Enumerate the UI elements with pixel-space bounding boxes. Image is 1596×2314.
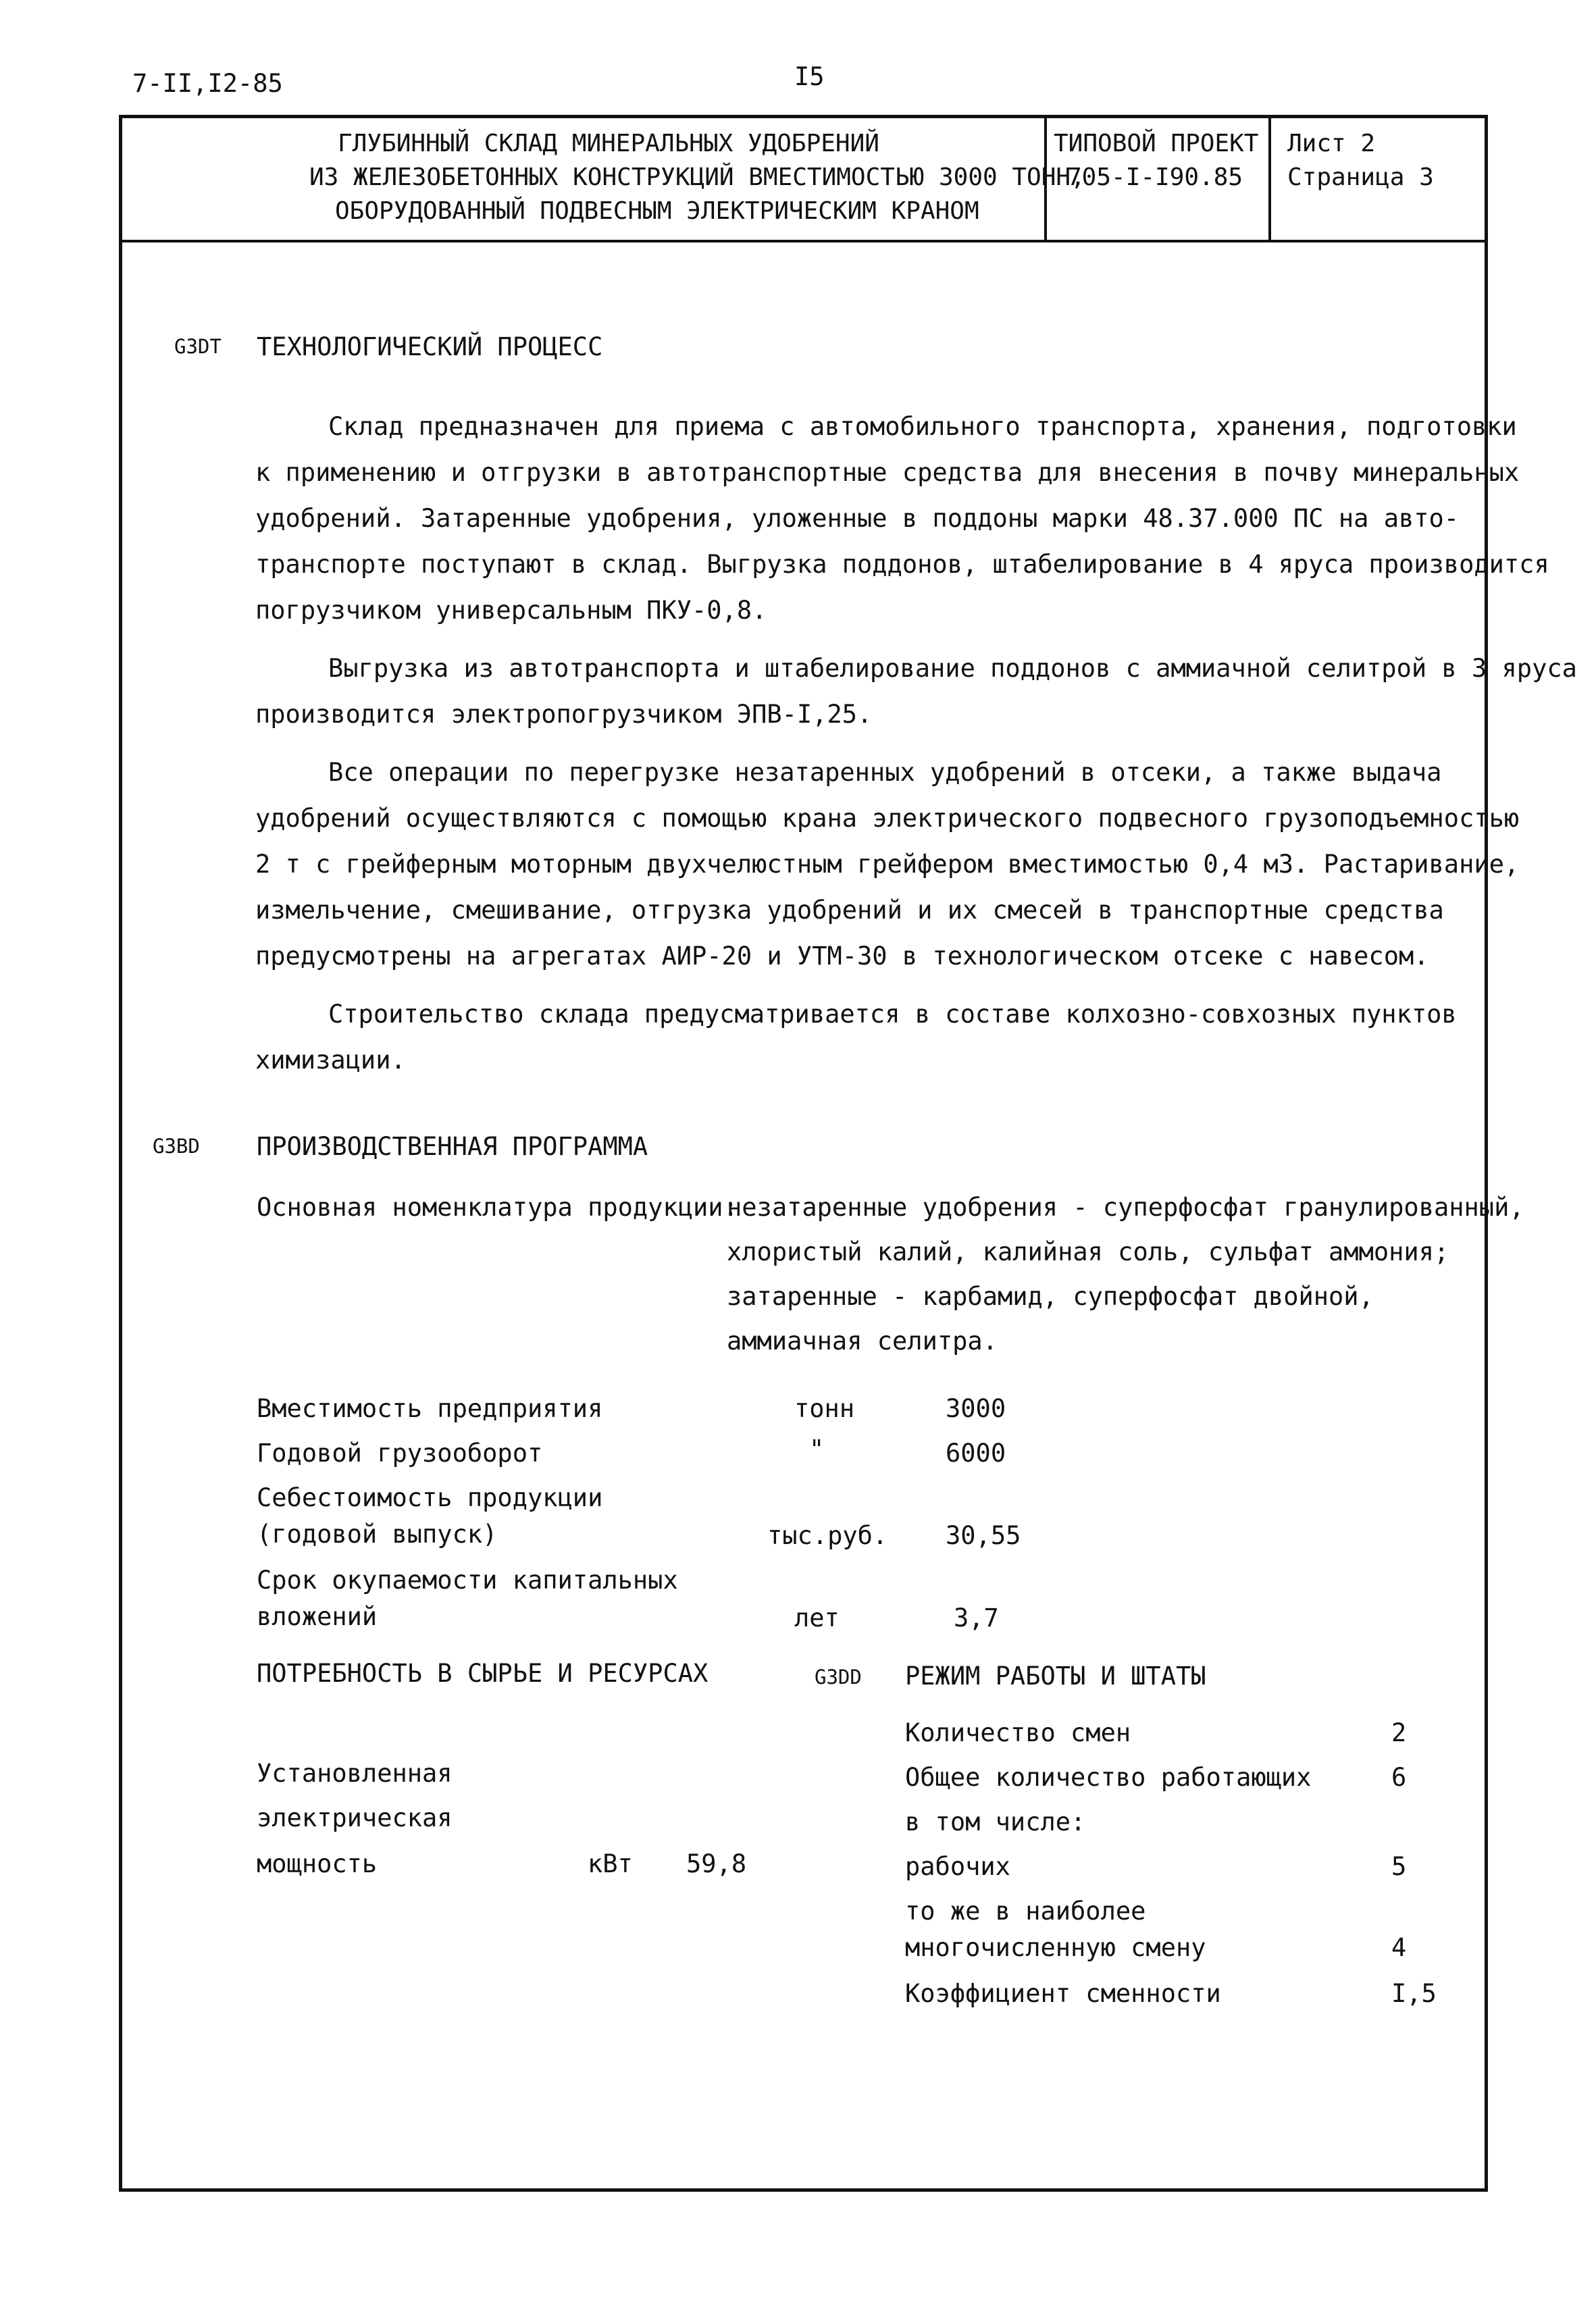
program-row-value: 6000: [946, 1439, 1006, 1468]
page-in-project: Страница 3: [1287, 163, 1434, 191]
mode-row-label: рабочих: [905, 1852, 1010, 1881]
mode-row-label: то же в наиболее: [905, 1897, 1146, 1926]
program-row-value: 3,7: [954, 1603, 999, 1632]
tech-line: удобрений осуществляются с помощью крана электрического подвесного грузоподъемностью: [255, 804, 1520, 833]
tech-line: 2 т с грейферным моторным двухчелюстным грейфером вместимостью 0,4 м3. Растаривание,: [255, 850, 1520, 879]
program-row-label: Себестоимость продукции: [257, 1483, 603, 1512]
section-code-tech: G3DT: [174, 335, 222, 358]
program-row-label: Годовой грузооборот: [257, 1439, 543, 1468]
stamp-bottom-rule: [119, 240, 1488, 242]
nomenclature-line: аммиачная селитра.: [727, 1327, 998, 1356]
resources-unit: кВт: [588, 1849, 633, 1878]
nomenclature-line: хлористый калий, калийная соль, сульфат аммония;: [727, 1237, 1449, 1266]
mode-row-label: в том числе:: [905, 1807, 1086, 1836]
program-row-unit: тыс.руб.: [767, 1521, 888, 1550]
tech-line: Строительство склада предусматривается в составе колхозно-совхозных пунктов: [328, 1000, 1457, 1029]
tech-line: предусмотрены на агрегатах АИР-20 и УТМ-30 в технологическом отсеке с навесом.: [255, 942, 1429, 971]
program-row-label-2: вложений: [257, 1602, 378, 1631]
section-code-program: G3BD: [153, 1135, 200, 1158]
tech-line: химизации.: [255, 1046, 406, 1075]
mode-row-label: Коэффициент сменности: [905, 1979, 1221, 2008]
mode-row-value: 6: [1391, 1763, 1407, 1792]
resources-value: 59,8: [686, 1849, 747, 1878]
mode-row-value: 2: [1391, 1718, 1407, 1747]
program-row-value: 30,55: [946, 1521, 1021, 1550]
tech-line: к применению и отгрузки в автотранспортные средства для внесения в почву минеральных: [255, 458, 1520, 487]
resources-label-line: электрическая: [257, 1803, 453, 1832]
tech-line: Все операции по перегрузке незатаренных удобрений в отсеки, а также выдача: [328, 758, 1442, 787]
tech-line: удобрений. Затаренные удобрения, уложенные в поддоны марки 48.37.000 ПС на авто-: [255, 504, 1460, 533]
stamp-divider-2: [1268, 115, 1271, 242]
nomenclature-line: затаренные - карбамид, суперфосфат двойной,: [727, 1282, 1374, 1311]
project-label: ТИПОВОЙ ПРОЕКТ: [1054, 130, 1259, 157]
program-row-unit: лет: [794, 1603, 840, 1632]
mode-heading: РЕЖИМ РАБОТЫ И ШТАТЫ: [905, 1662, 1206, 1691]
stamp-title-line-3: ОБОРУДОВАННЫЙ ПОДВЕСНЫМ ЭЛЕКТРИЧЕСКИМ КРАНОМ: [335, 197, 979, 225]
section-code-mode: G3DD: [815, 1666, 862, 1689]
mode-row-value: I,5: [1391, 1979, 1437, 2008]
program-row-unit: ": [809, 1435, 825, 1464]
mode-row-value: 4: [1391, 1933, 1407, 1962]
program-row-label: Вместимость предприятия: [257, 1394, 603, 1423]
program-row-unit: тонн: [794, 1394, 855, 1423]
mode-row-label: Количество смен: [905, 1718, 1131, 1747]
program-row-value: 3000: [946, 1394, 1006, 1423]
tech-line: транспорте поступают в склад. Выгрузка поддонов, штабелирование в 4 яруса производится: [255, 550, 1549, 579]
stamp-title-line-2: ИЗ ЖЕЛЕЗОБЕТОННЫХ КОНСТРУКЦИЙ ВМЕСТИМОСТЬЮ 3000 ТОНН,: [309, 163, 1085, 191]
tech-line: Выгрузка из автотранспорта и штабелирование поддонов с аммиачной селитрой в 3 яруса: [328, 654, 1577, 683]
document-number: 7-II,I2-85: [132, 69, 283, 98]
program-row-label: Срок окупаемости капитальных: [257, 1566, 678, 1595]
tech-heading: ТЕХНОЛОГИЧЕСКИЙ ПРОЦЕСС: [257, 332, 603, 361]
page-number: I5: [794, 62, 825, 91]
tech-line: Склад предназначен для приема с автомобильного транспорта, хранения, подготовки: [328, 412, 1517, 441]
program-row-label-2: (годовой выпуск): [257, 1520, 498, 1549]
mode-row-label: многочисленную смену: [905, 1933, 1206, 1962]
mode-row-value: 5: [1391, 1852, 1407, 1881]
tech-line: погрузчиком универсальным ПКУ-0,8.: [255, 596, 767, 625]
mode-row-label: Общее количество работающих: [905, 1763, 1312, 1792]
program-heading: ПРОИЗВОДСТВЕННАЯ ПРОГРАММА: [257, 1132, 648, 1161]
project-number: 705-I-I90.85: [1067, 163, 1243, 191]
tech-line: измельчение, смешивание, отгрузка удобрений и их смесей в транспортные средства: [255, 896, 1444, 925]
nomenclature-line: незатаренные удобрения - суперфосфат гранулированный,: [727, 1193, 1524, 1222]
resources-heading: ПОТРЕБНОСТЬ В СЫРЬЕ И РЕСУРСАХ: [257, 1659, 709, 1688]
nomenclature-label: Основная номенклатура продукции:: [257, 1193, 738, 1222]
resources-label-line: Установленная: [257, 1759, 453, 1788]
stamp-title-line-1: ГЛУБИННЫЙ СКЛАД МИНЕРАЛЬНЫХ УДОБРЕНИЙ: [338, 130, 879, 157]
sheet-number: Лист 2: [1287, 130, 1376, 157]
tech-line: производится электропогрузчиком ЭПВ-I,25.: [255, 700, 873, 729]
resources-label-line: мощность: [257, 1849, 378, 1878]
